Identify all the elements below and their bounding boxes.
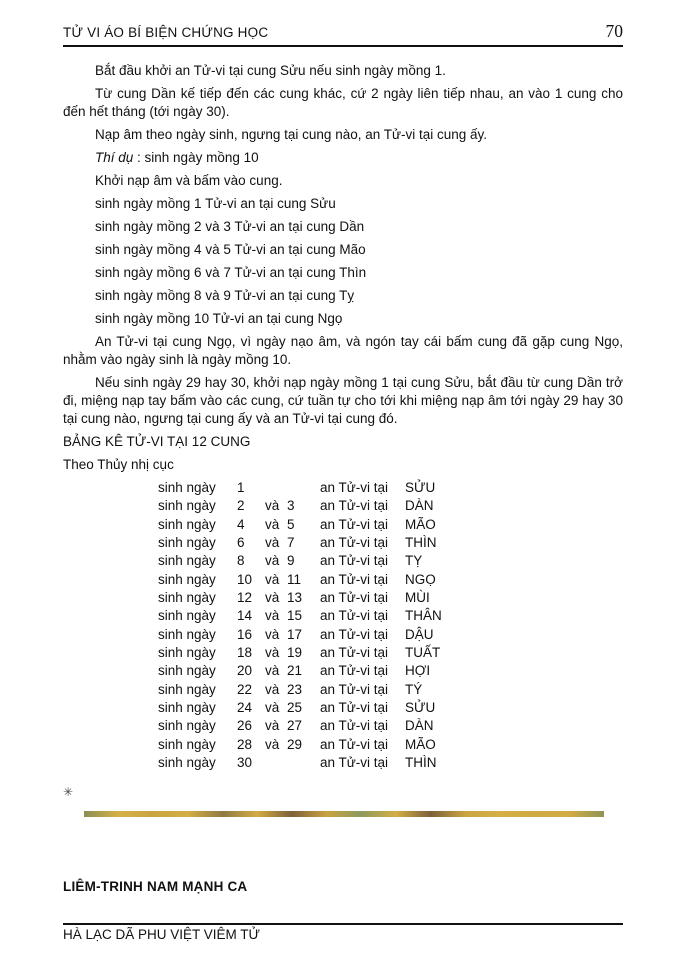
page-header [63,0,623,47]
cell-day1: 22 [237,681,253,697]
cell-row-label: sinh ngày [158,590,216,606]
cell-day2: 11 [287,571,302,587]
cell-mid-label: an Tử-vi tại [320,755,389,771]
cell-day2 [287,479,320,497]
cell-cung-name: TÝ [405,681,423,697]
cell-day1: 4 [237,516,245,532]
cell-day2: 23 [287,681,303,697]
cell-mid-label: an Tử-vi tại [320,498,389,514]
cell-day2: 21 [287,663,303,679]
cell-conjunction: và [265,700,280,716]
cell-mid-label: an Tử-vi tại [320,553,389,569]
cell-row-label: sinh ngày [158,626,216,642]
cell-conjunction: và [265,663,280,679]
section-title: LIÊM-TRINH NAM MẠNH CA [63,878,248,894]
cell-mid-label: an Tử-vi tại [320,645,389,661]
cell-day1: 2 [237,498,245,514]
table-row [63,662,623,680]
example-text: : sinh ngày mồng 10 [133,150,259,165]
cell-mid-label: an Tử-vi tại [320,535,389,551]
cell-conjunction: và [265,608,280,624]
cell-cung-name: SỬU [405,480,436,495]
cell-cung-name: THÌN [405,755,437,771]
cell-day2: 7 [287,535,295,551]
tuvi-table [63,479,623,773]
cell-mid-label: an Tử-vi tại [320,700,389,716]
cell-day2: 13 [287,590,303,606]
cell-mid-label: an Tử-vi tại [320,571,389,587]
cell-day1: 24 [237,700,253,716]
cell-day1: 1 [237,480,245,495]
table-row [63,534,623,552]
cell-day1: 10 [237,571,253,587]
cell-row-label: sinh ngày [158,736,216,752]
cell-row-label: sinh ngày [158,645,216,661]
table-heading: BẢNG KÊ TỬ-VI TẠI 12 CUNG [63,434,251,449]
table-row [63,754,623,772]
cell-cung-name: DẬU [405,626,434,642]
table-row [63,497,623,515]
author-name: HÀ LẠC DÃ PHU VIỆT VIÊM TỬ [63,927,261,942]
cell-row-label: sinh ngày [158,681,216,697]
cell-mid-label: an Tử-vi tại [320,718,389,734]
cell-cung-name: THÂN [405,608,442,624]
cell-cung-name: TỴ [405,553,423,569]
cell-mid-label: an Tử-vi tại [320,626,389,642]
cell-conjunction: và [265,645,280,661]
cell-cung-name: HỢI [405,663,431,679]
paragraph: Bắt đầu khởi an Tử-vi tại cung Sửu nếu sinh ngày mồng 1. [95,63,446,78]
cell-conjunction: và [265,571,280,587]
table-row [63,479,623,497]
cell-conjunction: và [265,736,280,752]
paragraph: sinh ngày mồng 8 và 9 Tử-vi an tại cung Tỵ [95,288,355,303]
cell-day2: 27 [287,718,303,734]
cell-day1: 26 [237,718,253,734]
paragraph: sinh ngày mồng 2 và 3 Tử-vi an tại cung Dần [95,219,365,234]
cell-cung-name: MÃO [405,516,436,532]
cell-row-label: sinh ngày [158,755,216,771]
cell-row-label: sinh ngày [158,718,216,734]
cell-mid-label: an Tử-vi tại [320,663,389,679]
asterisk-ornament-icon: ✳ [63,784,74,799]
cell-cung-name: NGỌ [405,571,436,587]
cell-day2: 19 [287,645,303,661]
cell-day1: 8 [237,553,245,569]
cell-day1: 30 [237,755,253,771]
cell-day1: 16 [237,626,253,642]
cell-day2 [287,754,320,772]
paragraph: sinh ngày mồng 4 và 5 Tử-vi an tại cung Mão [95,242,366,257]
table-row [63,552,623,570]
paragraph: Khởi nạp âm và bấm vào cung. [95,173,283,188]
cell-day2: 3 [287,498,295,514]
paragraph: Từ cung Dần kế tiếp đến các cung khác, cứ 2 ngày liên tiếp nhau, an vào 1 cung cho đến hết tháng (tới ngày 30). [63,86,623,119]
cell-day2: 15 [287,608,303,624]
table-row [63,626,623,644]
table-row [63,516,623,534]
cell-row-label: sinh ngày [158,535,216,551]
cell-conjunction [265,754,287,772]
cell-row-label: sinh ngày [158,498,216,514]
cell-day1: 18 [237,645,253,661]
cell-day2: 25 [287,700,303,716]
cell-conjunction: và [265,535,280,551]
cell-conjunction: và [265,718,280,734]
example-label: Thí dụ [95,150,134,165]
cell-conjunction: và [265,626,280,642]
cell-conjunction [265,479,287,497]
cell-day1: 12 [237,590,253,606]
cell-cung-name: TUẤT [405,645,441,661]
page-number: 70 [605,21,623,41]
table-row [63,644,623,662]
decorative-gradient-bar [84,811,604,817]
table-row [63,607,623,625]
cell-row-label: sinh ngày [158,608,216,624]
cell-cung-name: DÀN [405,498,434,514]
cell-cung-name: SỬU [405,700,436,716]
table-row [63,736,623,754]
cell-day1: 20 [237,663,253,679]
cell-day2: 5 [287,516,295,532]
cell-row-label: sinh ngày [158,480,216,495]
cell-conjunction: và [265,516,280,532]
cell-day1: 6 [237,535,245,551]
cell-mid-label: an Tử-vi tại [320,480,389,495]
cell-cung-name: THÌN [405,535,437,551]
cell-day1: 28 [237,736,253,752]
cell-row-label: sinh ngày [158,553,216,569]
table-row [63,571,623,589]
cell-row-label: sinh ngày [158,571,216,587]
cell-mid-label: an Tử-vi tại [320,590,389,606]
cell-cung-name: MÃO [405,736,436,752]
cell-day2: 17 [287,626,303,642]
page-footer [63,923,623,942]
cell-conjunction: và [265,590,280,606]
cell-day2: 9 [287,553,295,569]
paragraph: Nếu sinh ngày 29 hay 30, khởi nạp ngày mồng 1 tại cung Sửu, bắt đầu từ cung Dần trở đi, miệng nạp tay bấm vào các cung, cứ tuần tự cho tới khi miệng nạp âm tới ngày 29 hay 30 tại cung nào, ngưng tại cung ấy và an Tử-vi tại cung đó. [63,375,623,426]
cell-mid-label: an Tử-vi tại [320,516,389,532]
cell-cung-name: DÀN [405,718,434,734]
cell-mid-label: an Tử-vi tại [320,736,389,752]
page-content [63,62,623,894]
cell-row-label: sinh ngày [158,663,216,679]
cell-day1: 14 [237,608,253,624]
table-row [63,589,623,607]
cell-row-label: sinh ngày [158,516,216,532]
paragraph: sinh ngày mồng 1 Tử-vi an tại cung Sửu [95,196,336,211]
cell-conjunction: và [265,681,280,697]
cell-row-label: sinh ngày [158,700,216,716]
cell-conjunction: và [265,553,280,569]
table-subheading: Theo Thủy nhị cục [63,457,174,472]
cell-conjunction: và [265,498,280,514]
example-line [63,149,623,167]
cell-mid-label: an Tử-vi tại [320,681,389,697]
table-row [63,717,623,735]
paragraph: An Tử-vi tại cung Ngọ, vì ngày nạo âm, và ngón tay cái bấm cung đã gặp cung Ngọ, nhằm vào ngày sinh là ngày mồng 10. [63,334,623,367]
cell-day2: 29 [287,736,303,752]
cell-cung-name: MÙI [405,590,430,606]
book-title: TỬ VI ÁO BÍ BIỆN CHỨNG HỌC [63,25,269,40]
paragraph: sinh ngày mồng 10 Tử-vi an tại cung Ngọ [95,311,343,326]
table-row [63,681,623,699]
paragraph: Nạp âm theo ngày sinh, ngưng tại cung nào, an Tử-vi tại cung ấy. [95,127,488,142]
cell-mid-label: an Tử-vi tại [320,608,389,624]
table-row [63,699,623,717]
paragraph: sinh ngày mồng 6 và 7 Tử-vi an tại cung Thìn [95,265,367,280]
